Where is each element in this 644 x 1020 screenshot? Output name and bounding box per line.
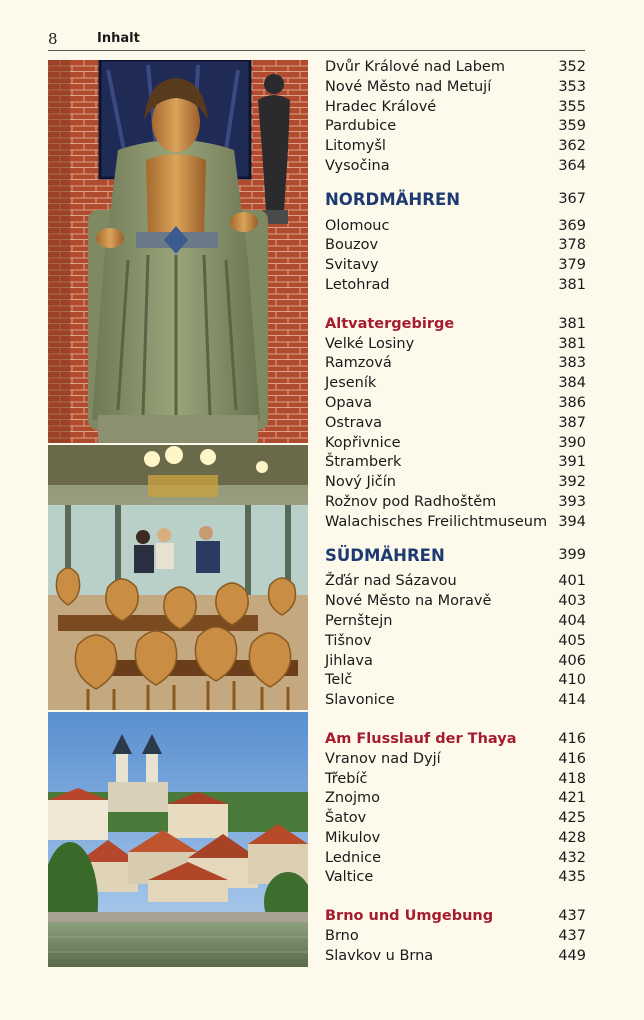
toc-page-number: 406 <box>558 652 586 669</box>
toc-label: Znojmo <box>325 790 381 807</box>
toc-entry <box>325 78 586 98</box>
toc-page-number: 391 <box>558 454 586 471</box>
toc-label: Slavonice <box>325 692 395 709</box>
toc-label: Velké Losiny <box>325 335 415 352</box>
toc-page-number: 353 <box>558 78 586 95</box>
toc-label: Letohrad <box>325 276 390 293</box>
toc-page-number: 378 <box>558 237 586 254</box>
toc-page-number: 379 <box>558 257 586 274</box>
toc-page-number: 381 <box>558 315 586 332</box>
toc-subregion-heading <box>325 315 586 335</box>
toc-label: Lednice <box>325 849 382 866</box>
toc-entry <box>325 493 586 513</box>
toc-label: Pernštejn <box>325 612 393 629</box>
toc-page-number: 362 <box>558 138 586 155</box>
toc-entry <box>325 868 586 888</box>
toc-page-number: 401 <box>558 573 586 590</box>
toc-page-number: 405 <box>558 632 586 649</box>
toc-page-number: 403 <box>558 593 586 610</box>
toc-entry <box>325 157 586 177</box>
toc-label: Svitavy <box>325 257 379 274</box>
toc-label: Am Flusslauf der Thaya <box>325 730 517 747</box>
toc-page-number: 381 <box>558 276 586 293</box>
toc-entry <box>325 394 586 414</box>
toc-entry <box>325 473 586 493</box>
toc-page-number: 432 <box>558 849 586 866</box>
toc-page-number: 394 <box>558 513 586 530</box>
toc-page-number: 384 <box>558 375 586 392</box>
toc-page-number: 369 <box>558 217 586 234</box>
toc-page-number: 364 <box>558 157 586 174</box>
toc-region-heading <box>325 190 586 210</box>
toc-entry <box>325 750 586 770</box>
toc-label: Hradec Králové <box>325 98 437 115</box>
toc-entry <box>325 829 586 849</box>
toc-page-number: 414 <box>558 692 586 709</box>
toc-label: Třebíč <box>325 770 368 787</box>
toc-subregion-heading <box>325 730 586 750</box>
toc-label: Ostrava <box>325 414 382 431</box>
toc-label: SÜDMÄHREN <box>325 545 445 565</box>
toc-label: Žďár nad Sázavou <box>325 573 457 590</box>
toc-label: Vranov nad Dyjí <box>325 750 441 767</box>
toc-label: Kopřivnice <box>325 434 401 451</box>
toc-label: Nový Jičín <box>325 474 396 491</box>
toc-entry <box>325 414 586 434</box>
toc-page-number: 393 <box>558 493 586 510</box>
toc-label: Telč <box>325 672 353 689</box>
toc-label: Tišnov <box>325 632 372 649</box>
toc-label: Jeseník <box>325 375 377 392</box>
toc-page-number: 390 <box>558 434 586 451</box>
toc-page-number: 416 <box>558 730 586 747</box>
toc-label: Valtice <box>325 869 374 886</box>
toc-entry <box>325 137 586 157</box>
toc-entry <box>325 652 586 672</box>
toc-page-number: 435 <box>558 869 586 886</box>
toc-label: Slavkov u Brna <box>325 947 434 964</box>
photo-column <box>48 60 308 967</box>
toc-entry <box>325 691 586 711</box>
toc-page-number: 355 <box>558 98 586 115</box>
table-of-contents <box>325 58 586 967</box>
toc-label: Nové Město na Moravě <box>325 593 492 610</box>
town-view-photo <box>48 712 308 967</box>
toc-label: Jihlava <box>325 652 373 669</box>
toc-entry <box>325 434 586 454</box>
toc-page-number: 425 <box>558 810 586 827</box>
toc-entry <box>325 117 586 137</box>
toc-label: Litomyšl <box>325 138 386 155</box>
toc-page-number: 386 <box>558 394 586 411</box>
toc-page-number: 404 <box>558 612 586 629</box>
toc-page-number: 399 <box>558 546 586 563</box>
toc-entry <box>325 612 586 632</box>
toc-entry <box>325 335 586 355</box>
toc-page-number: 352 <box>558 59 586 75</box>
toc-label: Štramberk <box>325 454 402 471</box>
toc-page-number: 418 <box>558 770 586 787</box>
page-header <box>48 30 585 51</box>
toc-label: Vysočina <box>325 157 390 174</box>
toc-label: Opava <box>325 394 372 411</box>
toc-entry <box>325 770 586 790</box>
cafe-interior-photo <box>48 445 308 710</box>
toc-entry <box>325 453 586 473</box>
toc-entry <box>325 927 586 947</box>
statue-photo <box>48 60 308 443</box>
toc-label: Bouzov <box>325 237 379 254</box>
toc-label: Brno <box>325 928 359 945</box>
toc-subregion-heading <box>325 907 586 927</box>
toc-page-number: 359 <box>558 118 586 135</box>
toc-label: NORDMÄHREN <box>325 189 461 209</box>
toc-entry <box>325 354 586 374</box>
toc-label: Brno und Umgebung <box>325 908 494 925</box>
toc-entry <box>325 671 586 691</box>
toc-entry <box>325 849 586 869</box>
toc-page-number: 437 <box>558 928 586 945</box>
toc-label: Dvůr Králové nad Labem <box>325 59 505 75</box>
toc-label: Ramzová <box>325 355 392 372</box>
toc-page-number: 449 <box>558 947 586 964</box>
toc-label: Olomouc <box>325 217 390 234</box>
toc-page-number: 367 <box>558 190 586 207</box>
toc-entry <box>325 256 586 276</box>
toc-entry <box>325 98 586 118</box>
toc-label: Altvatergebirge <box>325 315 455 332</box>
toc-entry <box>325 276 586 296</box>
toc-entry <box>325 374 586 394</box>
toc-region-heading <box>325 546 586 566</box>
running-head: Inhalt <box>97 31 140 46</box>
toc-page-number: 381 <box>558 335 586 352</box>
toc-label: Nové Město nad Metují <box>325 78 492 95</box>
toc-label: Walachisches Freilichtmuseum <box>325 513 548 530</box>
toc-entry <box>325 789 586 809</box>
toc-entry <box>325 947 586 967</box>
toc-label: Rožnov pod Radhoštěm <box>325 493 497 510</box>
toc-page-number: 416 <box>558 750 586 767</box>
toc-page-number: 428 <box>558 829 586 846</box>
toc-page-number: 392 <box>558 474 586 491</box>
toc-label: Pardubice <box>325 118 397 135</box>
toc-entry <box>325 217 586 237</box>
toc-label: Šatov <box>325 810 367 827</box>
toc-entry <box>325 513 586 533</box>
toc-entry <box>325 632 586 652</box>
toc-entry <box>325 572 586 592</box>
page-number: 8 <box>48 30 58 48</box>
toc-entry <box>325 58 586 78</box>
toc-page-number: 387 <box>558 414 586 431</box>
toc-page-number: 410 <box>558 672 586 689</box>
toc-page-number: 421 <box>558 790 586 807</box>
toc-entry <box>325 236 586 256</box>
toc-page-number: 437 <box>558 908 586 925</box>
toc-entry <box>325 592 586 612</box>
toc-label: Mikulov <box>325 829 381 846</box>
toc-page-number: 383 <box>558 355 586 372</box>
toc-entry <box>325 809 586 829</box>
